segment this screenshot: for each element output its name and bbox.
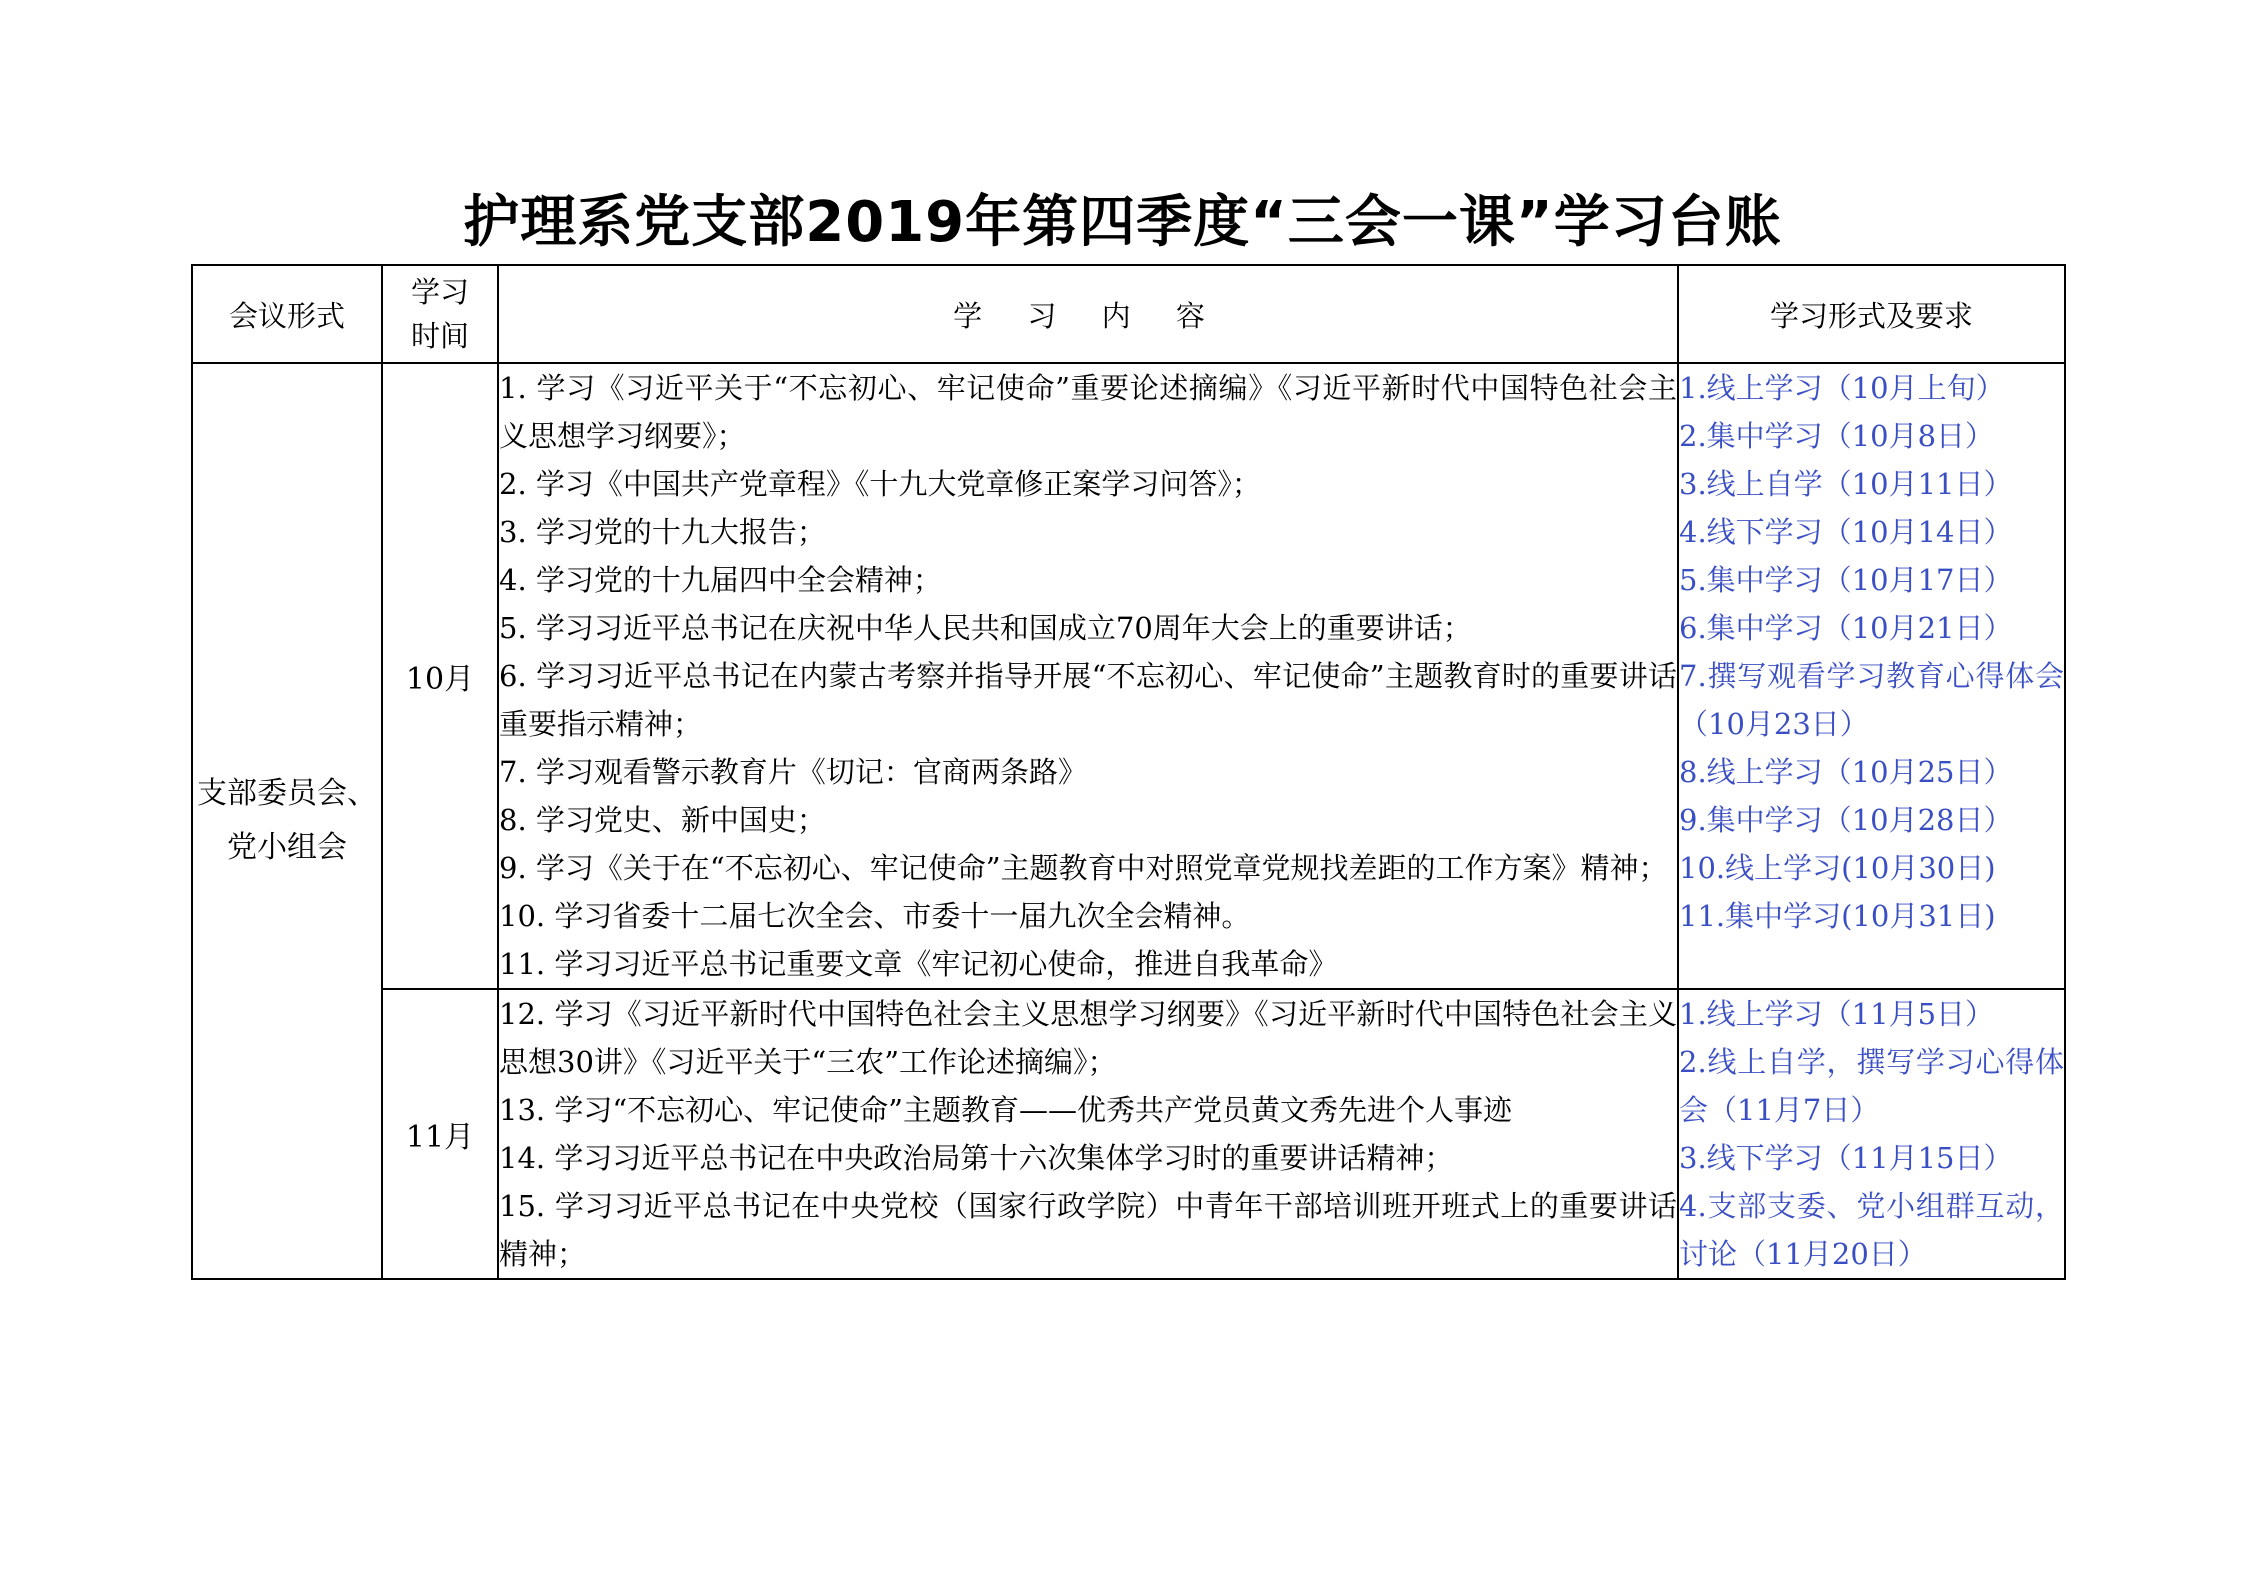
content-item: 4. 学习党的十九届四中全会精神； bbox=[499, 563, 942, 597]
content-item: 15. 学习习近平总书记在中央党校（国家行政学院）中青年干部培训班开班式上的重要讲话精神； bbox=[499, 1189, 1677, 1271]
document-title: 护理系党支部2019年第四季度“三会一课”学习台账 bbox=[463, 190, 1782, 255]
table-row-november bbox=[192, 989, 2065, 1279]
form-item: 1.线上学习（11月5日） bbox=[1679, 997, 1995, 1031]
form-item: 10.线上学习(10月30日) bbox=[1679, 851, 1996, 885]
content-item: 5. 学习习近平总书记在庆祝中华人民共和国成立70周年大会上的重要讲话； bbox=[499, 611, 1472, 645]
header-meeting-form: 会议形式 bbox=[192, 265, 382, 363]
content-item: 3. 学习党的十九大报告； bbox=[499, 515, 826, 549]
month-cell-november: 11月 bbox=[382, 989, 498, 1279]
form-item: 4.支部支委、党小组群互动，讨论（11月20日） bbox=[1679, 1189, 2064, 1271]
header-row bbox=[192, 265, 2065, 363]
header-content bbox=[498, 265, 1678, 363]
header-form-requirements: 学习形式及要求 bbox=[1678, 265, 2065, 363]
content-item: 6. 学习习近平总书记在内蒙古考察并指导开展“不忘初心、牢记使命”主题教育时的重要讲话重要指示精神； bbox=[499, 659, 1677, 741]
form-item: 11.集中学习(10月31日) bbox=[1679, 899, 1996, 933]
forms-cell-november bbox=[1678, 989, 2065, 1279]
header-study-time-line1: 学习 bbox=[410, 275, 469, 309]
header-study-time-line2: 时间 bbox=[410, 319, 469, 353]
table-row-october bbox=[192, 363, 2065, 989]
meeting-type-cell: 支部委员会、党小组会 bbox=[192, 363, 382, 1279]
header-study-time bbox=[382, 265, 498, 363]
content-item: 14. 学习习近平总书记在中央政治局第十六次集体学习时的重要讲话精神； bbox=[499, 1141, 1454, 1175]
header-content-label: 学 习 内 容 bbox=[953, 298, 1223, 333]
content-item: 13. 学习“不忘初心、牢记使命”主题教育——优秀共产党员黄文秀先进个人事迹 bbox=[499, 1093, 1512, 1127]
form-item: 1.线上学习（10月上旬） bbox=[1679, 371, 2005, 405]
study-ledger-table bbox=[191, 264, 2066, 1280]
form-item: 2.集中学习（10月8日） bbox=[1679, 419, 1995, 453]
content-item: 2. 学习《中国共产党章程》《十九大党章修正案学习问答》； bbox=[499, 467, 1261, 501]
forms-cell-october bbox=[1678, 363, 2065, 989]
content-item: 12. 学习《习近平新时代中国特色社会主义思想学习纲要》《习近平新时代中国特色社会主义思想30讲》《习近平关于“三农”工作论述摘编》； bbox=[499, 997, 1677, 1079]
form-item: 3.线下学习（11月15日） bbox=[1679, 1141, 2013, 1175]
form-item: 4.线下学习（10月14日） bbox=[1679, 515, 2013, 549]
form-item: 6.集中学习（10月21日） bbox=[1679, 611, 2013, 645]
form-item: 2.线上自学，撰写学习心得体会（11月7日） bbox=[1679, 1045, 2064, 1127]
content-item: 8. 学习党史、新中国史； bbox=[499, 803, 826, 837]
form-item: 7.撰写观看学习教育心得体会（10月23日） bbox=[1679, 659, 2064, 741]
form-item: 9.集中学习（10月28日） bbox=[1679, 803, 2013, 837]
content-cell-november bbox=[498, 989, 1678, 1279]
form-item: 8.线上学习（10月25日） bbox=[1679, 755, 2013, 789]
content-item: 11. 学习习近平总书记重要文章《牢记初心使命，推进自我革命》 bbox=[499, 947, 1338, 981]
form-item: 3.线上自学（10月11日） bbox=[1679, 467, 2013, 501]
form-item: 5.集中学习（10月17日） bbox=[1679, 563, 2013, 597]
content-item: 9. 学习《关于在“不忘初心、牢记使命”主题教育中对照党章党规找差距的工作方案》精神； bbox=[499, 851, 1668, 885]
content-item: 1. 学习《习近平关于“不忘初心、牢记使命”重要论述摘编》《习近平新时代中国特色社会主义思想学习纲要》； bbox=[499, 371, 1677, 453]
content-item: 10. 学习省委十二届七次全会、市委十一届九次全会精神。 bbox=[499, 899, 1251, 933]
content-item: 7. 学习观看警示教育片《切记：官商两条路》 bbox=[499, 755, 1087, 789]
content-cell-october bbox=[498, 363, 1678, 989]
month-cell-october: 10月 bbox=[382, 363, 498, 989]
